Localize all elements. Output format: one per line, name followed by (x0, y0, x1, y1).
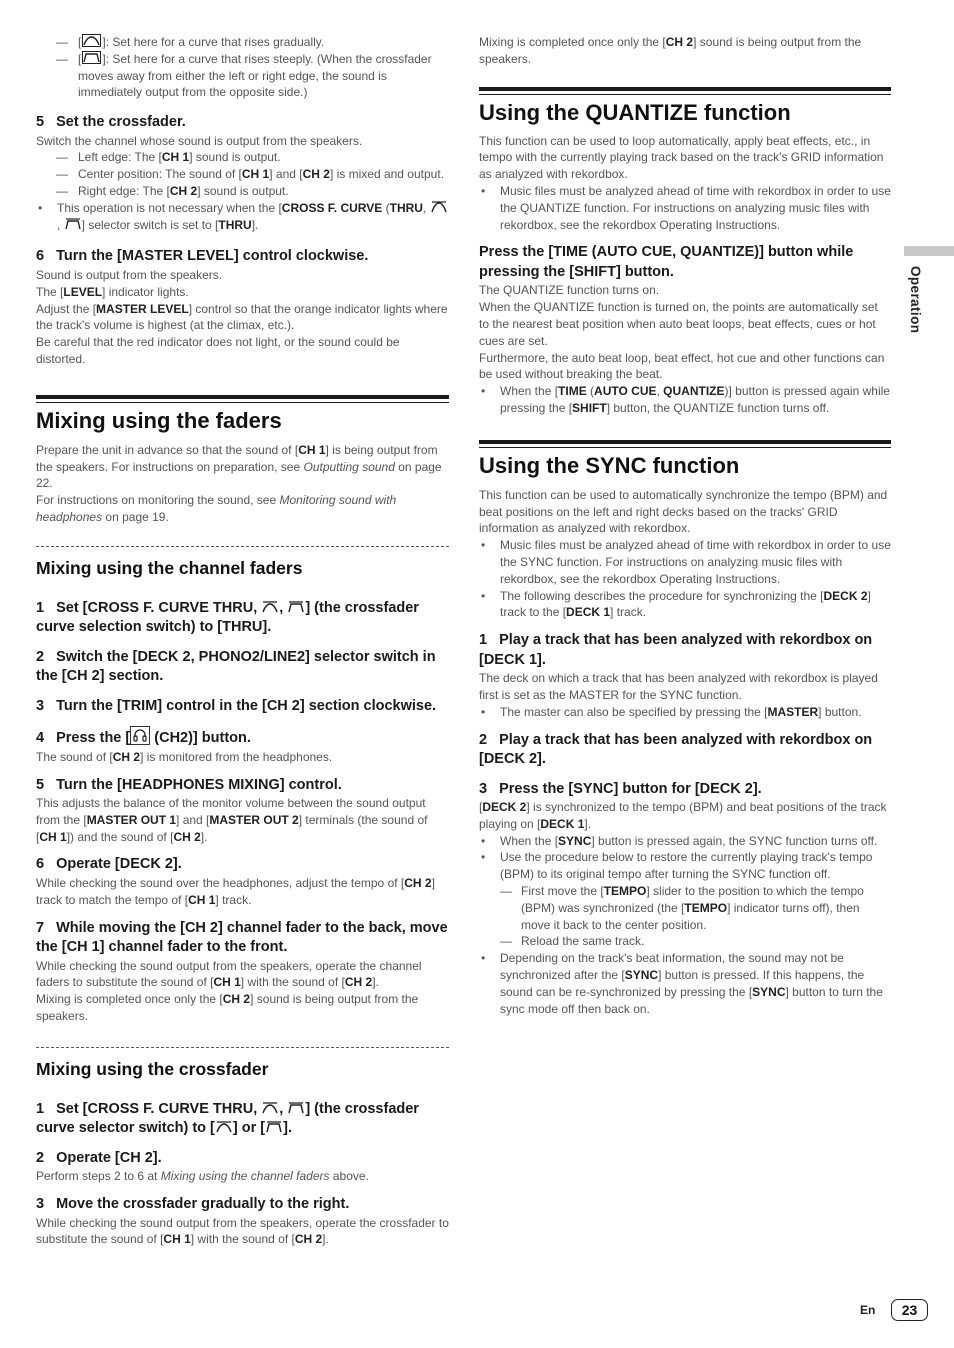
sync-step3-bullet3: • Depending on the track's beat information, the sound may not be synchronized after the [SYNC] button is pressed. If this happens, the sound can be re-synchronized by pressing the [SYNC] button to turn the sync mode off then back on. (479, 950, 891, 1017)
section-side-label: Operation (908, 266, 923, 334)
sync-para1: This function can be used to automatically synchronize the tempo (BPM) and beat positions on the left and right decks based on the tracks' GRID information as analyzed with rekordbox. (479, 487, 888, 536)
crossfader-curve-steep-icon (266, 1120, 282, 1132)
channel-step5-desc: This adjusts the balance of the monitor volume between the sound output from the [MASTER OUT 1] and [MASTER OUT 2] terminals (the sound of [CH 1]) and the sound of [CH 2]. (36, 796, 428, 844)
step5-dash-right: — Right edge: The [CH 2] sound is output. (36, 183, 449, 200)
curve-steep-item: — [ ]: Set here for a curve that rises steeply. (When the crossfader moves away from either the left or right edge, the sound is immediately output from the opposite side.) (36, 51, 449, 101)
channel-step6: 6 Operate [DECK 2]. (36, 856, 182, 873)
step5-note: • This operation is not necessary when the [CROSS F. CURVE (THRU, , ] selector switch is set to [THRU]. (36, 200, 449, 234)
sync-step3-bullet1: • When the [SYNC] button is pressed again, the SYNC function turns off. (479, 833, 891, 850)
step5-dash-center: — Center position: The sound of [CH 1] and [CH 2] is mixed and output. (36, 166, 449, 183)
sync-step1-bullet: • The master can also be specified by pressing the [MASTER] button. (479, 704, 891, 721)
crossfader-curve-gradual-icon (216, 1120, 232, 1132)
crossfader-curve-gradual-icon (262, 600, 278, 612)
quantize-para1: This function can be used to loop automatically, apply beat effects, etc., in tempo with the currently playing track based on the track's GRID information as analyzed with rekordbox. (479, 133, 884, 182)
quantize-bullet1: • Music files must be analyzed ahead of time with rekordbox in order to use the QUANTIZE function. For instructions on analyzing music files with rekordbox, see the rekordbox Operating Instructions. (479, 183, 891, 233)
crossfader-step1: 1 Set [CROSS F. CURVE THRU, , ] (the crossfader curve selector switch) to [ ] or [ ]. (36, 1100, 419, 1137)
crossfader-step3: 3 Move the crossfader gradually to the right. (36, 1196, 350, 1212)
heading-sync: Using the SYNC function (479, 440, 891, 481)
channel-step2: 2 Switch the [DECK 2, PHONO2/LINE2] selector switch in the [CH 2] section. (36, 648, 436, 685)
right-column (479, 34, 891, 1017)
step6-line3: Adjust the [MASTER LEVEL] control so that the orange indicator lights where the track's volume is highest (at the climax, etc.). (36, 301, 448, 333)
step6-line4: Be careful that the red indicator does not light, or the sound could be distorted. (36, 335, 400, 366)
crossfader-curve-steep-icon (82, 51, 101, 64)
sync-step2: 2 Play a track that has been analyzed with rekordbox on [DECK 2]. (479, 731, 873, 768)
channel-step4-desc: The sound of [CH 2] is monitored from the headphones. (36, 749, 333, 764)
crossfader-curve-steep-icon (288, 600, 304, 612)
step-master-level: 6 Turn the [MASTER LEVEL] control clockwise. (36, 248, 369, 265)
heading-crossfader: Mixing using the crossfader (36, 1047, 449, 1080)
section-tab-marker (904, 246, 954, 256)
step5-desc: Switch the channel whose sound is output from the speakers. (36, 133, 363, 148)
heading-mixing-faders: Mixing using the faders (36, 395, 449, 436)
step5-dash-left: — Left edge: The [CH 1] sound is output. (36, 149, 449, 166)
sync-bullet2: • The following describes the procedure for synchronizing the [DECK 2] track to the [DECK 1] track. (479, 588, 891, 622)
curve-gradual-item: — [ ]: Set here for a curve that rises gradually. (36, 34, 449, 51)
sync-step1-desc: The deck on which a track that has been analyzed with rekordbox is played first is set as the MASTER for the SYNC function. (479, 671, 878, 702)
quantize-bullet2: • When the [TIME (AUTO CUE, QUANTIZE)] button is pressed again while pressing the [SHIFT] button, the QUANTIZE function turns off. (479, 383, 891, 417)
crossfader-curve-steep-icon (65, 218, 81, 230)
crossfader-curve-gradual-icon (262, 1101, 278, 1113)
right-top-para: Mixing is completed once only the [CH 2] sound is being output from the speakers. (479, 35, 862, 66)
channel-step5: 5 Turn the [HEADPHONES MIXING] control. (36, 776, 342, 793)
heading-channel-faders: Mixing using the channel faders (36, 546, 449, 579)
crossfader-curve-gradual-icon (82, 34, 101, 47)
quantize-subheading: Press the [TIME (AUTO CUE, QUANTIZE)] button while pressing the [SHIFT] button. (479, 244, 854, 280)
crossfader-step3-desc: While checking the sound output from the speakers, operate the crossfader to substitute the sound of [CH 1] with the sound of [CH 2]. (36, 1215, 449, 1247)
sync-step3: 3 Press the [SYNC] button for [DECK 2]. (479, 780, 762, 797)
page-number: 23 (891, 1299, 928, 1321)
quantize-line1: The QUANTIZE function turns on. (479, 283, 660, 298)
sync-step3-desc: [DECK 2] is synchronized to the tempo (BPM) and beat positions of the track playing on [DECK 1]. (479, 800, 887, 831)
crossfader-step2: 2 Operate [CH 2]. (36, 1149, 162, 1166)
channel-step7-desc: While checking the sound output from the speakers, operate the channel faders to substitute the sound of [CH 1] with the sound of [CH 2]. (36, 958, 422, 990)
quantize-line3: Furthermore, the auto beat loop, beat effect, hot cue and other functions can be used without breaking the beat. (479, 350, 885, 382)
channel-step6-desc: While checking the sound over the headphones, adjust the tempo of [CH 2] track to match the tempo of [CH 1] track. (36, 875, 435, 907)
channel-step4: 4 Press the [ (CH2)] button. (36, 726, 449, 749)
channel-step7-desc2: Mixing is completed once only the [CH 2] sound is being output from the speakers. (36, 992, 419, 1023)
sync-bullet1: • Music files must be analyzed ahead of time with rekordbox in order to use the SYNC function. For instructions on analyzing music files with rekordbox, see the rekordbox Operating Instructions. (479, 537, 891, 587)
crossfader-curve-gradual-icon (431, 201, 447, 213)
heading-quantize: Using the QUANTIZE function (479, 87, 891, 128)
crossfader-curve-steep-icon (288, 1101, 304, 1113)
language-label: En (860, 1303, 876, 1317)
left-column (36, 34, 449, 1248)
step6-line1: Sound is output from the speakers. (36, 267, 223, 282)
channel-step3: 3 Turn the [TRIM] control in the [CH 2] section clockwise. (36, 697, 437, 714)
sync-step1: 1 Play a track that has been analyzed with rekordbox on [DECK 1]. (479, 632, 873, 668)
sync-restore-dash2: — Reload the same track. (500, 933, 891, 950)
step6-line2: The [LEVEL] indicator lights. (36, 284, 189, 299)
quantize-line2: When the QUANTIZE function is turned on, the points are automatically set to the nearest beat position when auto beat loops, beat effects, cues or hot cues are set. (479, 300, 878, 348)
step-set-crossfader: 5 Set the crossfader. (36, 114, 186, 131)
faders-para2: For instructions on monitoring the sound, see Monitoring sound with headphones on page 19. (36, 493, 397, 524)
channel-step1: 1 Set [CROSS F. CURVE THRU, , ] (the crossfader curve selection switch) to [THRU]. (36, 599, 419, 636)
channel-step7: 7 While moving the [CH 2] channel fader to the back, move the [CH 1] channel fader to the front. (36, 919, 448, 956)
sync-step3-bullet2: • Use the procedure below to restore the currently playing track's tempo (BPM) to its original tempo after turning the SYNC function off. — First move the [TEMPO] slider to the position to which the tempo (BPM) was synchronized (the [TEMPO] indicator turns off), then move it back to the center position. — Reload the same track. (479, 849, 891, 950)
headphones-icon (130, 726, 150, 745)
crossfader-step2-desc: Perform steps 2 to 6 at Mixing using the channel faders above. (36, 1169, 369, 1184)
faders-para1: Prepare the unit in advance so that the sound of [CH 1] is being output from the speakers. For instructions on preparation, see Outputting sound on page 22. (36, 442, 442, 491)
sync-restore-dash1: — First move the [TEMPO] slider to the position to which the tempo (BPM) was synchronized (the [TEMPO] indicator turns off), then move it back to the center position. (500, 883, 891, 933)
